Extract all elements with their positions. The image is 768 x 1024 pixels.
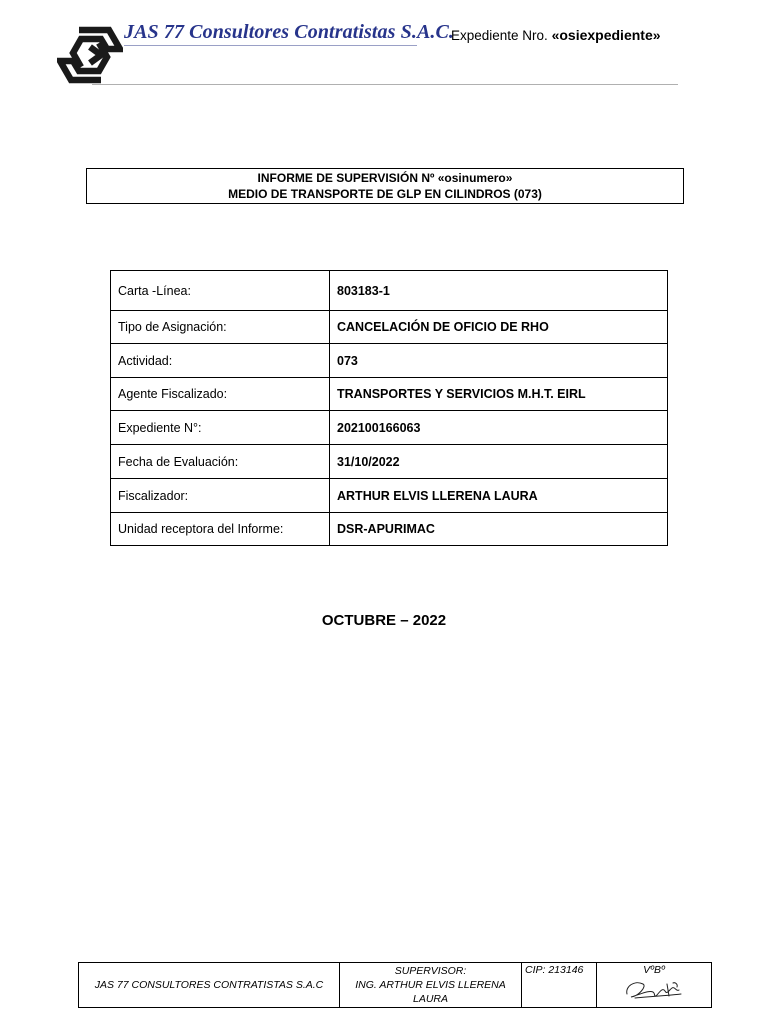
table-row xyxy=(111,344,668,378)
footer-vb-label: VºBº xyxy=(643,964,665,976)
row-label: Tipo de Asignación: xyxy=(111,311,330,344)
company-name-underline xyxy=(124,45,417,46)
company-name: JAS 77 Consultores Contratistas S.A.C. xyxy=(124,21,455,43)
row-value: DSR-APURIMAC xyxy=(330,513,668,546)
row-label: Carta -Línea: xyxy=(111,271,330,311)
report-title-box xyxy=(86,168,684,204)
row-value: CANCELACIÓN DE OFICIO DE RHO xyxy=(330,311,668,344)
row-label: Unidad receptora del Informe: xyxy=(111,513,330,546)
report-title-line2: MEDIO DE TRANSPORTE DE GLP EN CILINDROS (073) xyxy=(228,187,542,201)
expediente-header xyxy=(451,27,661,43)
row-value: 202100166063 xyxy=(330,411,668,445)
table-row xyxy=(111,513,668,546)
footer-supervisor-label: SUPERVISOR: xyxy=(394,965,467,977)
table-row xyxy=(111,445,668,479)
row-label: Fecha de Evaluación: xyxy=(111,445,330,479)
table-row xyxy=(111,479,668,513)
report-period: OCTUBRE – 2022 xyxy=(321,612,447,629)
row-label: Fiscalizador: xyxy=(111,479,330,513)
table-row xyxy=(111,378,668,411)
footer-cip: CIP: 213146 xyxy=(522,963,597,1008)
expediente-header-label: Expediente Nro. xyxy=(451,28,548,43)
row-value: ARTHUR ELVIS LLERENA LAURA xyxy=(330,479,668,513)
row-value: TRANSPORTES Y SERVICIOS M.H.T. EIRL xyxy=(330,378,668,411)
expediente-header-value: «osiexpediente» xyxy=(551,27,661,43)
header-divider xyxy=(92,84,678,85)
table-row xyxy=(111,411,668,445)
row-label: Agente Fiscalizado: xyxy=(111,378,330,411)
row-label: Actividad: xyxy=(111,344,330,378)
company-logo-icon xyxy=(57,25,123,85)
table-row xyxy=(111,311,668,344)
report-title-line1: INFORME DE SUPERVISIÓN Nº «osinumero» xyxy=(257,171,513,185)
row-label: Expediente N°: xyxy=(111,411,330,445)
row-value: 803183-1 xyxy=(330,271,668,311)
footer-company: JAS 77 CONSULTORES CONTRATISTAS S.A.C xyxy=(79,963,340,1008)
signature-icon xyxy=(623,976,685,1002)
row-value: 073 xyxy=(330,344,668,378)
footer-table xyxy=(78,962,712,1008)
footer-vb-cell xyxy=(597,963,712,1008)
table-row xyxy=(111,271,668,311)
row-value: 31/10/2022 xyxy=(330,445,668,479)
footer-supervisor-cell xyxy=(340,963,522,1008)
report-info-table xyxy=(110,270,668,546)
footer-supervisor-name: ING. ARTHUR ELVIS LLERENA LAURA xyxy=(355,979,506,1005)
